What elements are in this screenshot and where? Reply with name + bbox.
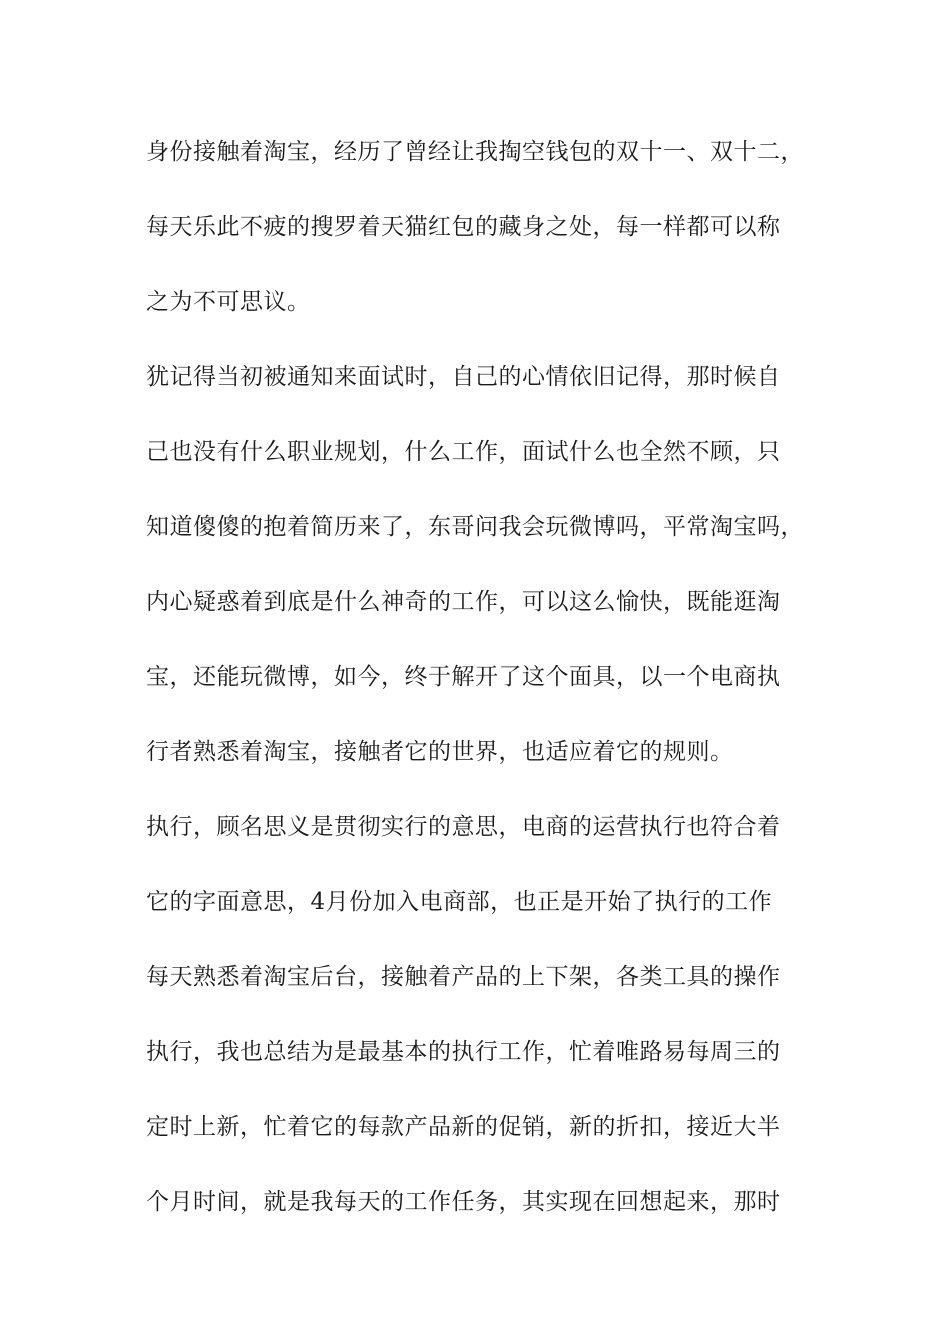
text-line-3: 之为不可思议。	[146, 289, 311, 315]
text-line-7: 内心疑惑着到底是什么神奇的工作，可以这么愉快，既能逛淘	[146, 589, 781, 615]
text-line-4: 犹记得当初被通知来面试时，自己的心情依旧记得，那时候自	[146, 364, 781, 390]
text-line-2: 每天乐此不疲的搜罗着天猫红包的藏身之处，每一样都可以称	[146, 214, 781, 240]
text-line-9: 行者熟悉着淘宝，接触者它的世界，也适应着它的规则。	[146, 739, 734, 765]
text-line-5: 己也没有什么职业规划，什么工作，面试什么也全然不顾，只	[146, 439, 781, 465]
text-line-15: 个月时间，就是我每天的工作任务，其实现在回想起来，那时	[146, 1189, 781, 1215]
text-line-13: 执行，我也总结为是最基本的执行工作，忙着唯路易每周三的	[146, 1039, 781, 1065]
text-line-6: 知道傻傻的抱着简历来了，东哥问我会玩微博吗，平常淘宝吗，	[146, 514, 804, 540]
text-line-8: 宝，还能玩微博，如今，终于解开了这个面具，以一个电商执	[146, 664, 781, 690]
text-line-10: 执行，顾名思义是贯彻实行的意思，电商的运营执行也符合着	[146, 814, 781, 840]
text-line-14: 定时上新，忙着它的每款产品新的促销，新的折扣，接近大半	[146, 1114, 781, 1140]
text-line-11: 它的字面意思，4月份加入电商部，也正是开始了执行的工作	[146, 889, 773, 915]
text-line-12: 每天熟悉着淘宝后台，接触着产品的上下架，各类工具的操作	[146, 964, 781, 990]
text-line-1: 身份接触着淘宝，经历了曾经让我掏空钱包的双十一、双十二，	[146, 139, 804, 165]
